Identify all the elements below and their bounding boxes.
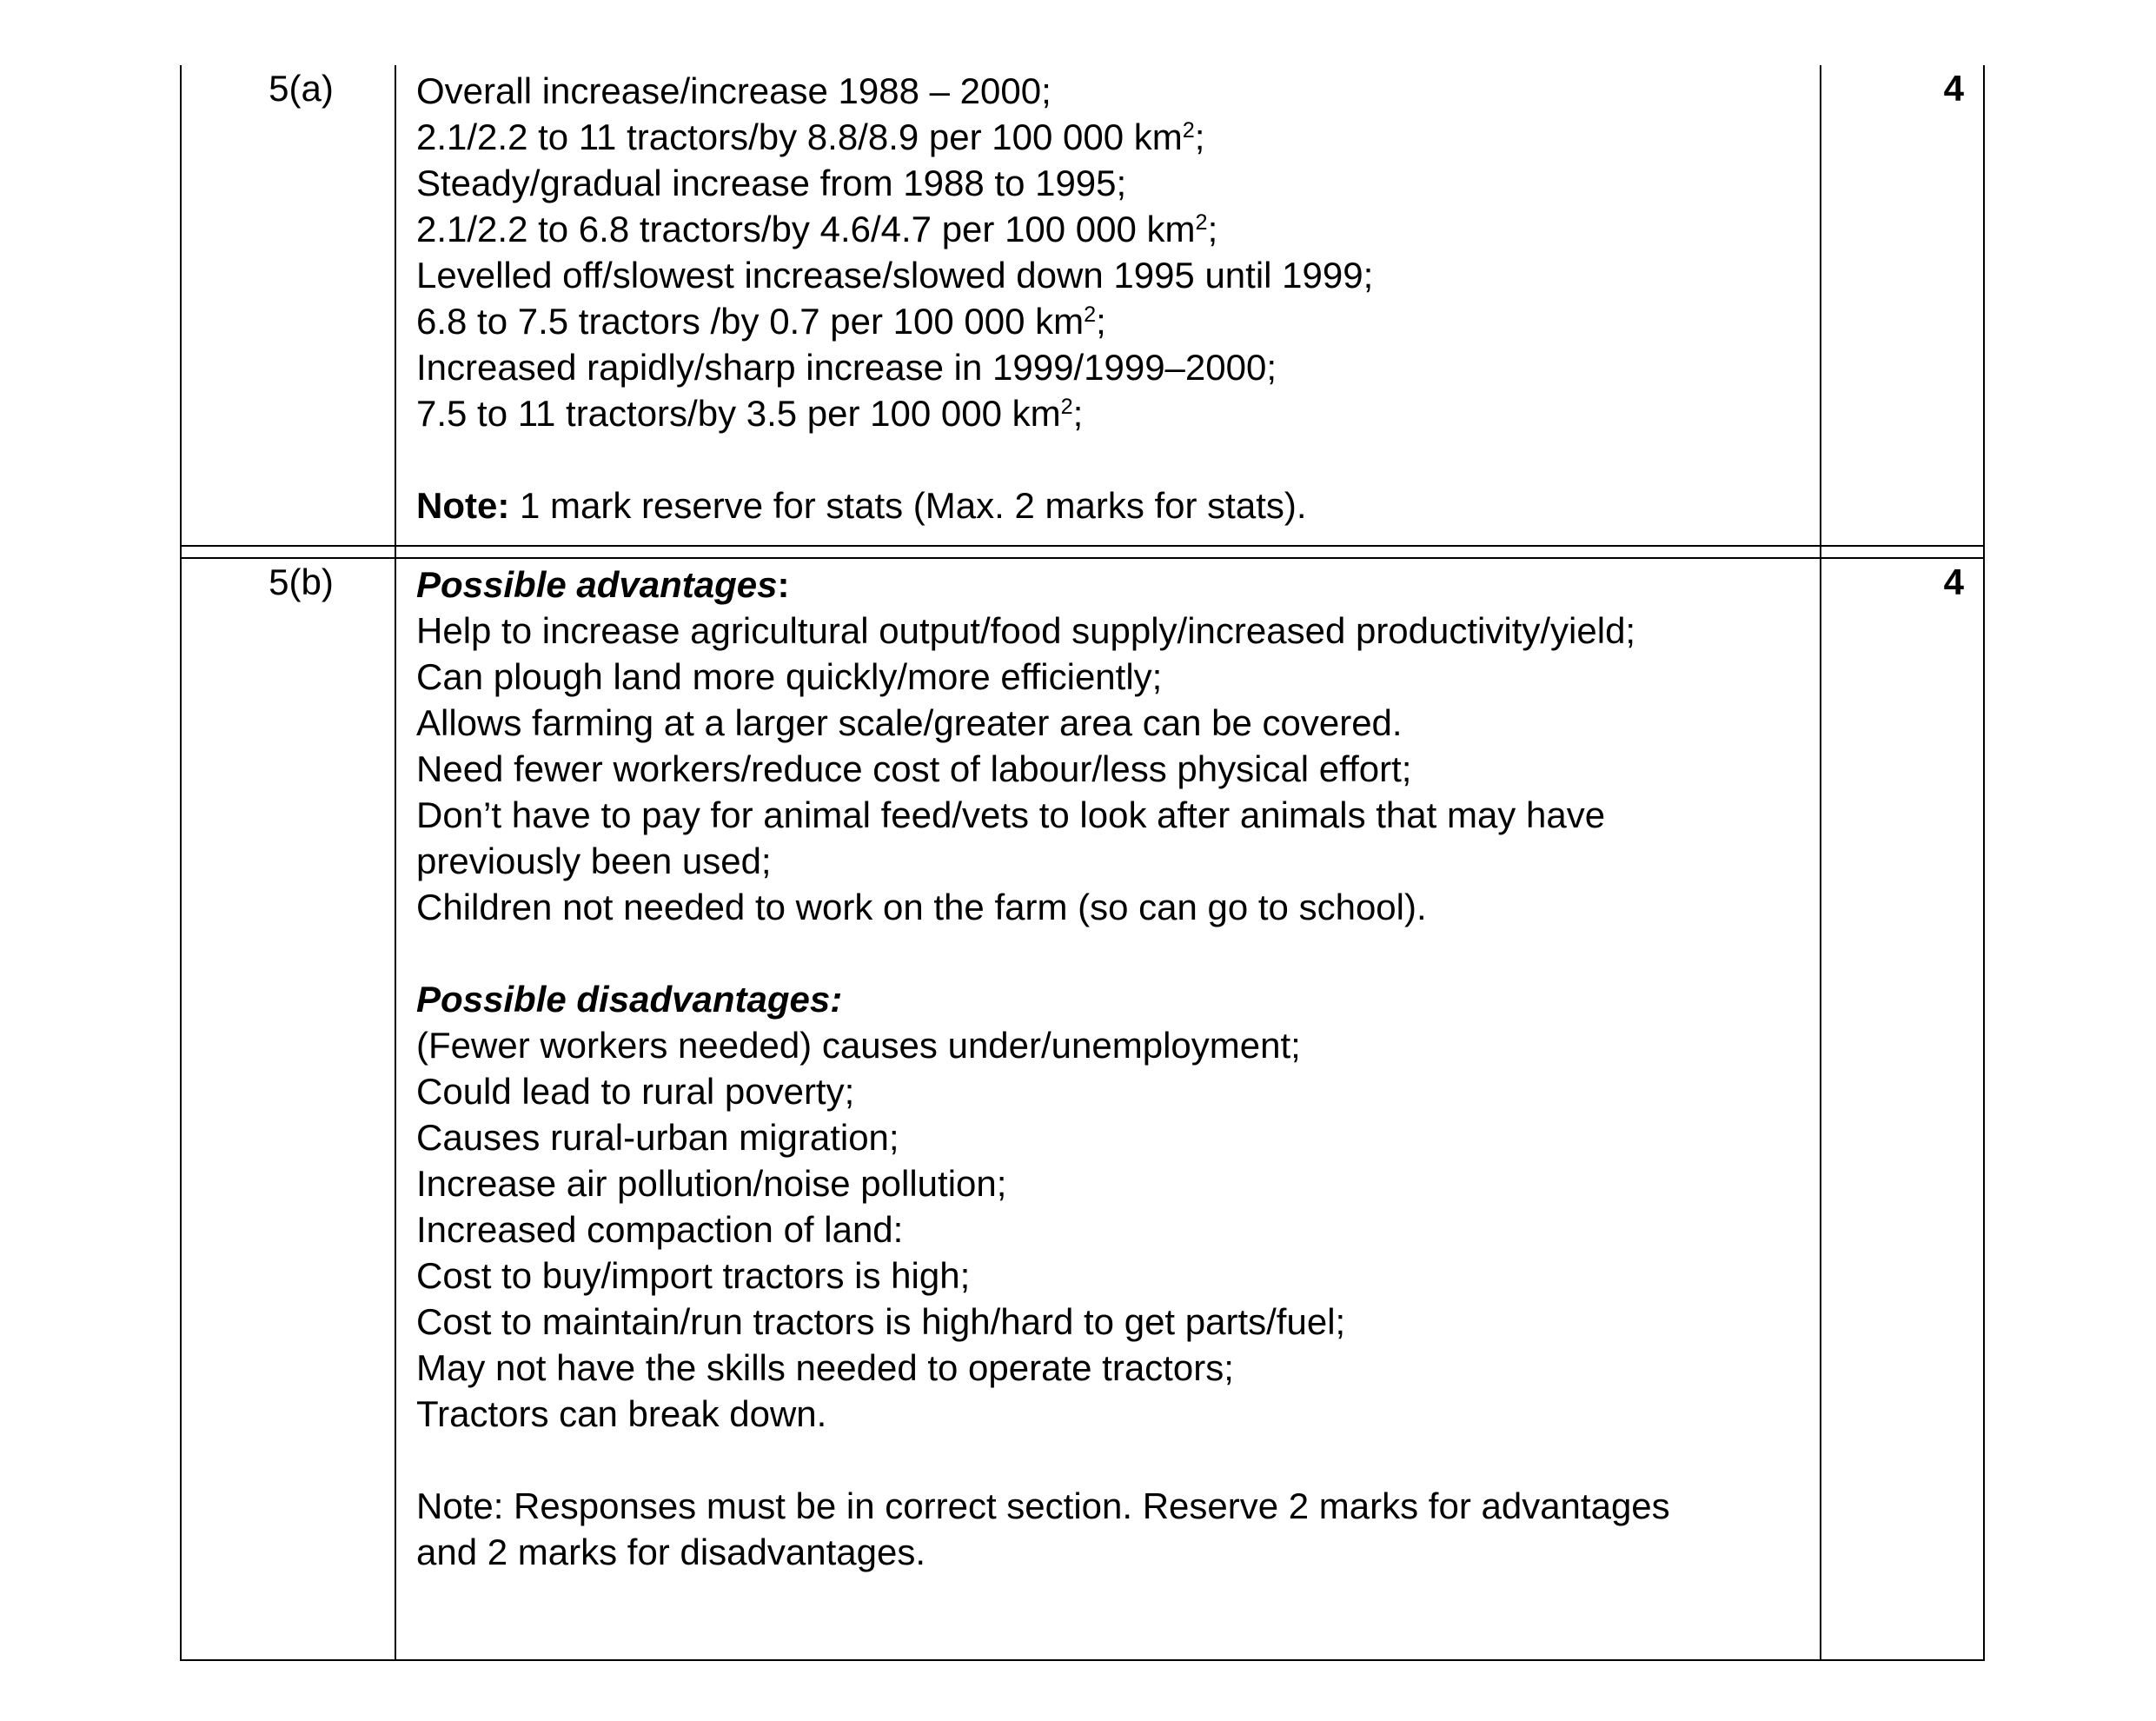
marks-cell: 4 bbox=[1943, 68, 1964, 109]
advantage-item: Help to increase agricultural output/food supply/increased productivity/yield; bbox=[416, 610, 1636, 651]
note-line: and 2 marks for disadvantages. bbox=[416, 1532, 925, 1572]
heading-colon: : bbox=[777, 564, 790, 605]
note-label: Note: bbox=[416, 485, 510, 526]
answer-line bbox=[416, 298, 1811, 344]
table-row-5a bbox=[180, 65, 1985, 545]
superscript: 2 bbox=[1182, 118, 1195, 143]
question-number: 5(a) bbox=[182, 65, 396, 545]
advantages-heading-line bbox=[416, 561, 1811, 608]
line-suffix: ; bbox=[1072, 393, 1084, 434]
line-text: 7.5 to 11 tractors/by 3.5 per 100 000 km bbox=[416, 393, 1061, 434]
disadvantage-item: Increase air pollution/noise pollution; bbox=[416, 1163, 1007, 1204]
line-text: Steady/gradual increase from 1988 to 1995; bbox=[416, 163, 1127, 203]
spacer bbox=[416, 930, 1811, 976]
line-text: 2.1/2.2 to 6.8 tractors/by 4.6/4.7 per 100 000 km bbox=[416, 209, 1196, 249]
spacer bbox=[416, 436, 1811, 482]
advantages-heading: Possible advantages bbox=[416, 564, 778, 605]
superscript: 2 bbox=[1084, 302, 1097, 328]
row-separator bbox=[180, 545, 1985, 557]
line-suffix: ; bbox=[1096, 301, 1106, 342]
advantage-item: previously been used; bbox=[416, 841, 772, 881]
table-row-5b bbox=[180, 557, 1985, 1661]
line-text: 6.8 to 7.5 tractors /by 0.7 per 100 000 km bbox=[416, 301, 1085, 342]
disadvantage-item: Tractors can break down. bbox=[416, 1393, 827, 1434]
superscript: 2 bbox=[1195, 210, 1208, 236]
disadvantage-item: Causes rural-urban migration; bbox=[416, 1117, 899, 1158]
disadvantage-item: (Fewer workers needed) causes under/unemployment; bbox=[416, 1025, 1301, 1066]
answer-line bbox=[416, 390, 1811, 436]
superscript: 2 bbox=[1060, 395, 1073, 420]
line-text: 2.1/2.2 to 11 tractors/by 8.8/8.9 per 100 000 km bbox=[416, 116, 1183, 157]
note-text: 1 mark reserve for stats (Max. 2 marks for stats). bbox=[509, 485, 1307, 526]
question-number: 5(b) bbox=[182, 559, 396, 1659]
advantage-item: Can plough land more quickly/more efficiently; bbox=[416, 656, 1163, 697]
disadvantage-item: Increased compaction of land: bbox=[416, 1209, 904, 1250]
disadvantages-heading: Possible disadvantages: bbox=[416, 979, 843, 1020]
marks-cell: 4 bbox=[1943, 561, 1964, 602]
line-text: Overall increase/increase 1988 – 2000; bbox=[416, 70, 1051, 111]
line-text: Increased rapidly/sharp increase in 1999/1999–2000; bbox=[416, 347, 1277, 388]
disadvantage-item: Cost to maintain/run tractors is high/hard to get parts/fuel; bbox=[416, 1301, 1346, 1342]
answer-line bbox=[416, 68, 1811, 114]
answer-line bbox=[416, 206, 1811, 252]
answer-line bbox=[416, 114, 1811, 160]
advantage-item: Don’t have to pay for animal feed/vets to look after animals that may have bbox=[416, 794, 1606, 835]
disadvantage-item: May not have the skills needed to operate tractors; bbox=[416, 1347, 1234, 1388]
answer-cell bbox=[396, 65, 1821, 545]
advantage-item: Need fewer workers/reduce cost of labour/less physical effort; bbox=[416, 748, 1412, 789]
answer-line bbox=[416, 344, 1811, 390]
answer-line bbox=[416, 160, 1811, 206]
answer-line bbox=[416, 252, 1811, 298]
advantage-item: Allows farming at a larger scale/greater area can be covered. bbox=[416, 702, 1403, 743]
line-suffix: ; bbox=[1194, 116, 1205, 157]
disadvantage-item: Could lead to rural poverty; bbox=[416, 1071, 855, 1112]
disadvantage-item: Cost to buy/import tractors is high; bbox=[416, 1255, 971, 1296]
answer-cell bbox=[396, 559, 1821, 1659]
mark-scheme-table bbox=[180, 65, 1985, 1661]
spacer bbox=[416, 1437, 1811, 1483]
line-text: Levelled off/slowest increase/slowed down 1995 until 1999; bbox=[416, 255, 1374, 296]
advantage-item: Children not needed to work on the farm (so can go to school). bbox=[416, 887, 1427, 927]
note-line: Note: Responses must be in correct section. Reserve 2 marks for advantages bbox=[416, 1485, 1670, 1526]
note-line bbox=[416, 482, 1811, 528]
line-suffix: ; bbox=[1207, 209, 1218, 249]
